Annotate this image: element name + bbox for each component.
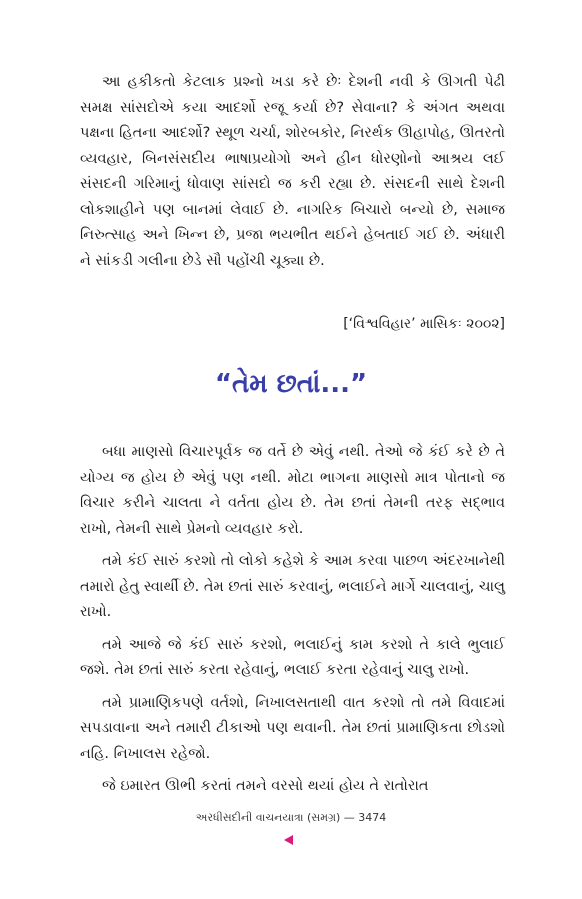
- source-citation: [‘વિશ્વવિહાર’ માસિકઃ ૨૦૦૨]: [343, 316, 505, 332]
- paragraph: જે ઇમારત ઊભી કરતાં તમને વરસો થયાં હોય તે રાતોરાત: [102, 778, 429, 794]
- paragraph: આ હકીકતો કેટલાક પ્રશ્નો ખડા કરે છેઃ દેશની નવી કે ઊગતી પેઢી સમક્ષ સાંસદોએ કયા આદર્શો રજૂ કર્યા છે? સેવાના? કે અંગત અથવા પક્ષના હિતના આદર્શો? સ્થૂળ ચર્ચા, શોરબકોર, નિરર્થક ઊહાપોહ, ઊતરતો વ્યવહાર, બિનસંસદીય ભાષાપ્રયોગો અને હીન ધોરણોનો આશ્રય લઈ સંસદની ગરિમાનું ધોવાણ સાંસદો જ કરી રહ્યા છે. સંસદની સાથે દેશની લોકશાહીને પણ બાનમાં લેવાઈ છે. નાગરિક બિચારો બન્યો છે, સમાજ નિરુત્સાહ અને ખિન્ન છે, પ્રજા ભયભીત થઈને હેબતાઈ ગઈ છે. અંધારી ને સાંકડી ગલીના છેડે સૌ પહોંચી ચૂક્યા છે.: [80, 74, 505, 269]
- left-triangle-icon[interactable]: [284, 835, 293, 845]
- passage-continuation: [80, 70, 505, 274]
- paragraph: તમે પ્રામાણિકપણે વર્તશો, નિખાલસતાથી વાત કરશો તો તમે વિવાદમાં સપડાવાના અને તમારી ટીકાઓ પણ થવાની. તેમ છતાં પ્રામાણિકતા છોડશો નહિ. નિખાલસ રહેજો.: [80, 694, 505, 762]
- paragraph: તમે કંઈ સારું કરશો તો લોકો કહેશે કે આમ કરવા પાછળ અંદરખાનેથી તમારો હેતુ સ્વાર્થી છે. તેમ છતાં સારું કરવાનું, ભલાઈને માર્ગે ચાલવાનું, ચાલુ રાખો.: [80, 553, 505, 620]
- section-heading: “તેમ છતાં...”: [214, 369, 368, 399]
- paragraph: તમે આજે જે કંઈ સારું કરશો, ભલાઈનું કામ કરશો તે કાલે ભુલાઈ જશે. તેમ છતાં સારું કરતા રહેવાનું, ભલાઈ કરતા રહેવાનું ચાલુ રાખો.: [80, 636, 505, 678]
- section-body: [80, 440, 505, 800]
- paragraph: બધા માણસો વિચારપૂર્વક જ વર્તે છે એવું નથી. તેઓ જે કંઈ કરે છે તે યોગ્ય જ હોય છે એવું પણ નથી. મોટા ભાગના માણસો માત્ર પોતાનો જ વિચાર કરીને ચાલતા ને વર્તતા હોય છે. તેમ છતાં તેમની તરફ સદ્ભાવ રાખો, તેમની સાથે પ્રેમનો વ્યવહાર કરો.: [80, 444, 505, 537]
- page-footer: અરધીસદીની વાચનયાત્રા (સમગ્ર) — 3474: [195, 811, 387, 824]
